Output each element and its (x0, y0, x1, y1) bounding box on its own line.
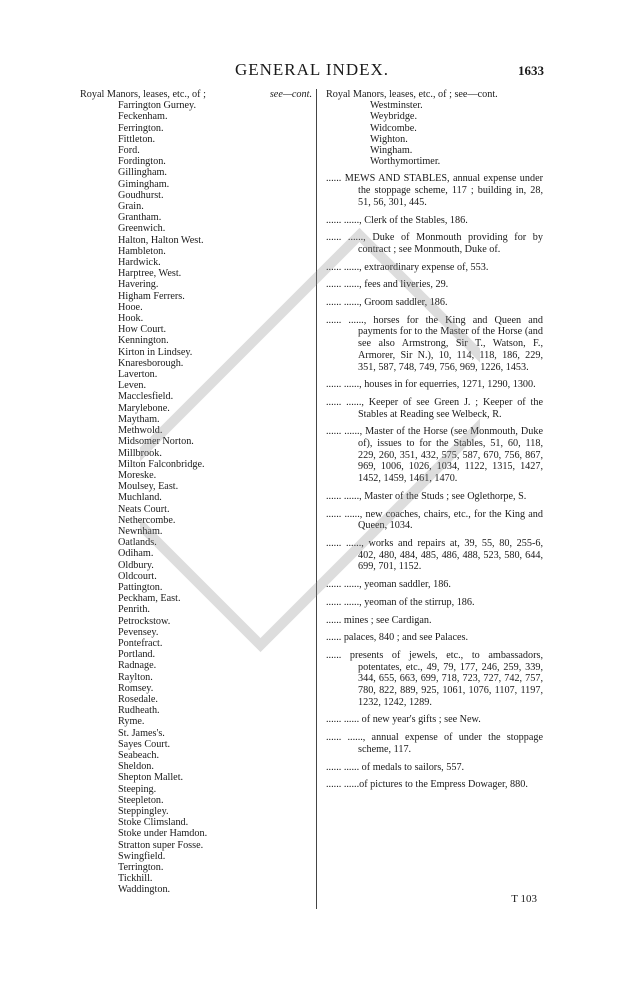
right-place-item: Wingham. (370, 145, 413, 157)
index-entry: ...... ......, Clerk of the Stables, 186. (326, 214, 468, 226)
index-entry: ...... ......, Keeper of see Green J. ; Keeper of the Stables at Reading see Welbeck, R. (326, 396, 543, 420)
right-place-item: Weybridge. (370, 111, 417, 123)
left-place-item: Fordington. (118, 156, 166, 168)
left-place-item: Romsey. (118, 682, 154, 694)
index-entry: ...... ......, houses in for equerries, 1271, 1290, 1300. (326, 379, 536, 391)
left-place-item: Hooe. (118, 301, 143, 313)
index-entry: ...... ......, annual expense of under the stoppage scheme, 117. (326, 732, 543, 755)
left-place-item: Rudheath. (118, 705, 160, 717)
left-place-item: Moreske. (118, 469, 157, 481)
index-entry: ...... ......of pictures to the Empress Dowager, 880. (326, 779, 528, 791)
left-place-item: Penrith. (118, 604, 150, 616)
left-place-item: Goudhurst. (118, 189, 164, 201)
index-entry: ...... ......, fees and liveries, 29. (326, 279, 449, 291)
left-place-item: Nethercombe. (118, 514, 176, 526)
index-entry: ...... palaces, 840 ; and see Palaces. (326, 632, 469, 644)
left-place-item: Peckham, East. (118, 593, 181, 605)
index-entry: ...... ......, Groom saddler, 186. (326, 297, 448, 309)
left-place-item: Steppingley. (118, 806, 169, 817)
index-entry: ...... presents of jewels, etc., to ambassadors, potentates, etc., 49, 79, 177, 246, 259, 339, 344, 655, 663, 699, 718, 723, 727, 742, 757, 780, 822, 889, 925, 1061, 1076, 1107, 1197, 1232, 1242, 1289. (326, 649, 543, 708)
left-place-item: St. James's. (118, 727, 165, 739)
left-place-item: Midsomer Norton. (118, 436, 194, 448)
left-place-item: Odiham. (118, 548, 154, 560)
left-place-item: Methwold. (118, 425, 163, 437)
left-place-item: Swingfield. (118, 850, 166, 862)
left-place-item: Marylebone. (118, 402, 170, 414)
left-place-item: Raylton. (118, 671, 153, 683)
right-place-item: Westminster. (370, 100, 423, 112)
left-place-item: Neats Court. (118, 503, 170, 515)
index-entry: ...... MEWS AND STABLES, annual expense under the stoppage scheme, 117 ; building in, 28, 51, 56, 301, 445. (326, 173, 543, 208)
right-place-item: Wighton. (370, 133, 408, 145)
index-entry: ...... ......, new coaches, chairs, etc., for the King and Queen, 1034. (326, 508, 543, 532)
left-place-item: Macclesfield. (118, 391, 174, 403)
left-place-item: Leven. (118, 380, 147, 392)
left-place-item: Oldcourt. (118, 570, 157, 582)
right-entry-list (326, 173, 543, 791)
left-place-item: Newnham. (118, 525, 163, 537)
right-column (326, 89, 543, 791)
column-divider (316, 89, 317, 909)
left-place-item: Havering. (118, 279, 159, 291)
left-place-item: Kirton in Lindsey. (118, 346, 193, 358)
left-place-item: Stratton super Fosse. (118, 839, 204, 851)
left-place-item: Pevensey. (118, 626, 159, 638)
left-place-item: Ford. (118, 145, 140, 157)
left-column (80, 89, 312, 896)
index-entry: ...... ......, works and repairs at, 39, 55, 80, 255-6, 402, 480, 484, 485, 486, 488, 523, 580, 644, 699, 701, 1152. (326, 538, 543, 573)
left-place-item: Halton, Halton West. (118, 234, 204, 246)
left-place-item: Hook. (118, 313, 144, 325)
right-heading: Royal Manors, leases, etc., of ; see—cont. (326, 89, 498, 100)
left-place-item: Oatlands. (118, 537, 157, 549)
left-place-item: Laverton. (118, 369, 158, 381)
right-place-list (326, 100, 543, 167)
left-place-item: Petrockstow. (118, 615, 171, 627)
left-place-item: Seabeach. (118, 749, 160, 761)
left-place-item: Stoke Climsland. (118, 817, 189, 829)
left-place-item: Stoke under Hamdon. (118, 828, 208, 840)
index-entry: ...... ......, yeoman of the stirrup, 186. (326, 596, 475, 608)
left-place-item: Maytham. (118, 413, 160, 425)
left-place-item: Milton Falconbridge. (118, 458, 205, 470)
left-place-item: Sayes Court. (118, 738, 171, 750)
left-place-item: Gimingham. (118, 178, 170, 190)
left-place-item: Hardwick. (118, 257, 161, 269)
index-entry: ...... ......, yeoman saddler, 186. (326, 579, 451, 591)
left-place-item: Knaresborough. (118, 357, 184, 369)
right-place-item: Worthymortimer. (370, 156, 441, 168)
left-place-item: How Court. (118, 324, 167, 336)
left-place-item: Radnage. (118, 660, 157, 672)
page-title: GENERAL INDEX. (234, 60, 390, 79)
left-heading-cont: see—cont. (269, 89, 312, 100)
left-place-item: Moulsey, East. (118, 481, 179, 493)
left-place-item: Muchland. (118, 492, 162, 504)
left-place-item: Steeping. (118, 783, 157, 795)
left-place-item: Fittleton. (118, 133, 156, 145)
left-place-item: Tickhill. (118, 873, 153, 885)
left-place-item: Steepleton. (118, 794, 164, 806)
left-place-item: Higham Ferrers. (118, 290, 185, 302)
left-place-item: Ferrington. (118, 122, 164, 134)
signature-mark: T 103 (511, 893, 537, 905)
index-entry: ...... ......, extraordinary expense of, 553. (326, 261, 489, 273)
left-place-item: Pattington. (118, 581, 163, 593)
left-place-item: Shepton Mallet. (118, 772, 184, 784)
left-place-item: Grain. (118, 201, 144, 213)
left-place-item: Pontefract. (118, 637, 163, 649)
left-place-item: Terrington. (118, 862, 164, 874)
left-place-item: Farrington Gurney. (118, 100, 196, 112)
left-place-item: Hambleton. (118, 245, 166, 257)
page-number: 1633 (518, 63, 544, 78)
index-entry: ...... ......, Master of the Studs ; see Oglethorpe, S. (326, 490, 527, 502)
left-place-item: Kennington. (118, 335, 169, 347)
left-place-item: Waddington. (118, 884, 171, 896)
left-place-item: Harptree, West. (118, 268, 182, 280)
left-place-item: Rosedale. (118, 693, 158, 705)
right-place-item: Widcombe. (370, 122, 417, 134)
left-place-item: Portland. (118, 649, 156, 661)
index-entry: ...... mines ; see Cardigan. (326, 614, 432, 626)
left-place-item: Grantham. (118, 212, 162, 224)
left-heading (80, 89, 312, 100)
left-place-item: Greenwich. (118, 223, 166, 235)
left-place-item: Ryme. (118, 716, 145, 728)
left-place-item: Feckenham. (118, 111, 168, 123)
index-entry: ...... ......, horses for the King and Queen and payments for to the Master of the Horse (and see also Armstrong, Sir T., Watson, F., Armorer, Sir N.), 10, 114, 118, 186, 229, 351, 587, 748, 749, 756, 969, 1226, 1453. (326, 314, 543, 373)
left-place-item: Gillingham. (118, 167, 167, 179)
index-entry: ...... ...... of new year's gifts ; see New. (326, 714, 481, 726)
left-place-list (80, 100, 312, 895)
left-place-item: Millbrook. (118, 447, 162, 459)
index-entry: ...... ...... of medals to sailors, 557. (326, 761, 465, 773)
left-place-item: Oldbury. (118, 559, 154, 571)
left-place-item: Sheldon. (118, 761, 154, 773)
index-entry: ...... ......, Duke of Monmouth providing for by contract ; see Monmouth, Duke of. (326, 232, 543, 255)
left-heading-main: Royal Manors, leases, etc., of ; (80, 89, 206, 100)
index-entry: ...... ......, Master of the Horse (see Monmouth, Duke of), issues to for the Stables, 51, 60, 118, 229, 260, 351, 432, 575, 587, 670, 756, 867, 969, 1006, 1026, 1034, 1122, 1315, 1427, 1452, 1459, 1461, 1470. (326, 426, 543, 485)
